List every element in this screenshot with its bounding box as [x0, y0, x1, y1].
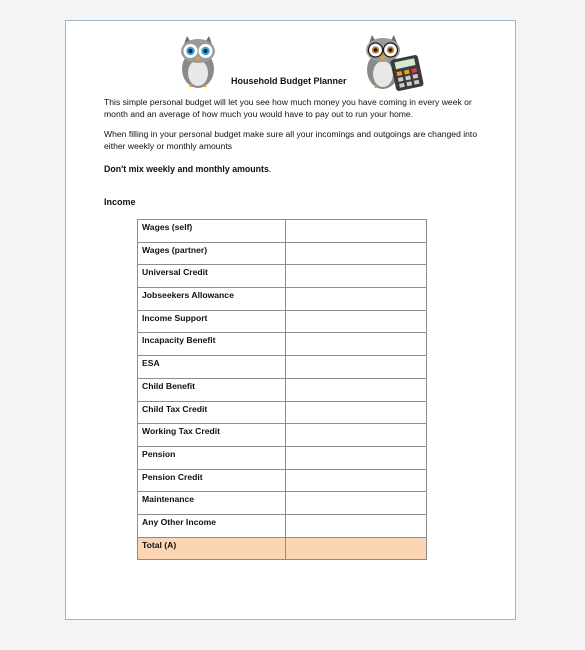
row-label: Universal Credit [138, 265, 286, 288]
row-label: Jobseekers Allowance [138, 288, 286, 311]
amount-cell[interactable] [286, 514, 427, 537]
intro-paragraph: This simple personal budget will let you see how much money you have coming in every week or month and an average of how much you would have to pay out to run your home. [104, 97, 472, 119]
amount-cell[interactable] [286, 537, 427, 560]
amount-cell[interactable] [286, 356, 427, 379]
row-label: Incapacity Benefit [138, 333, 286, 356]
table-row [138, 378, 427, 401]
table-row [138, 446, 427, 469]
amount-cell[interactable] [286, 446, 427, 469]
amount-cell[interactable] [286, 424, 427, 447]
amount-cell[interactable] [286, 378, 427, 401]
row-label: ESA [138, 356, 286, 379]
amount-cell[interactable] [286, 265, 427, 288]
row-label: Income Support [138, 310, 286, 333]
amount-cell[interactable] [286, 401, 427, 424]
row-label: Wages (self) [138, 220, 286, 243]
instructions-paragraph: When filling in your personal budget make sure all your incomings and outgoings are changed into either weekly or monthly amounts [104, 129, 478, 151]
row-label: Working Tax Credit [138, 424, 286, 447]
warning-line [104, 164, 271, 174]
amount-cell[interactable] [286, 288, 427, 311]
row-label: Child Tax Credit [138, 401, 286, 424]
row-label: Any Other Income [138, 514, 286, 537]
amount-cell[interactable] [286, 310, 427, 333]
amount-cell[interactable] [286, 220, 427, 243]
table-row [138, 220, 427, 243]
amount-cell[interactable] [286, 469, 427, 492]
row-label: Pension Credit [138, 469, 286, 492]
row-label: Wages (partner) [138, 242, 286, 265]
table-row [138, 288, 427, 311]
table-row [138, 469, 427, 492]
row-label: Child Benefit [138, 378, 286, 401]
table-row [138, 310, 427, 333]
document-page [65, 20, 516, 620]
amount-cell[interactable] [286, 492, 427, 515]
amount-cell[interactable] [286, 242, 427, 265]
owl-with-calculator-icon [363, 31, 425, 93]
document-title: Household Budget Planner [231, 76, 347, 86]
income-table [137, 219, 427, 560]
table-row [138, 424, 427, 447]
warning-text: Don't mix weekly and monthly amounts [104, 164, 269, 174]
table-row [138, 265, 427, 288]
table-row [138, 401, 427, 424]
section-heading-income: Income [104, 197, 136, 207]
table-row [138, 492, 427, 515]
row-label: Pension [138, 446, 286, 469]
warning-period: . [268, 164, 272, 174]
table-row [138, 356, 427, 379]
row-label: Maintenance [138, 492, 286, 515]
total-row [138, 537, 427, 560]
table-row [138, 514, 427, 537]
row-label: Total (A) [138, 537, 286, 560]
table-row [138, 242, 427, 265]
owl-icon [178, 33, 218, 91]
table-row [138, 333, 427, 356]
amount-cell[interactable] [286, 333, 427, 356]
